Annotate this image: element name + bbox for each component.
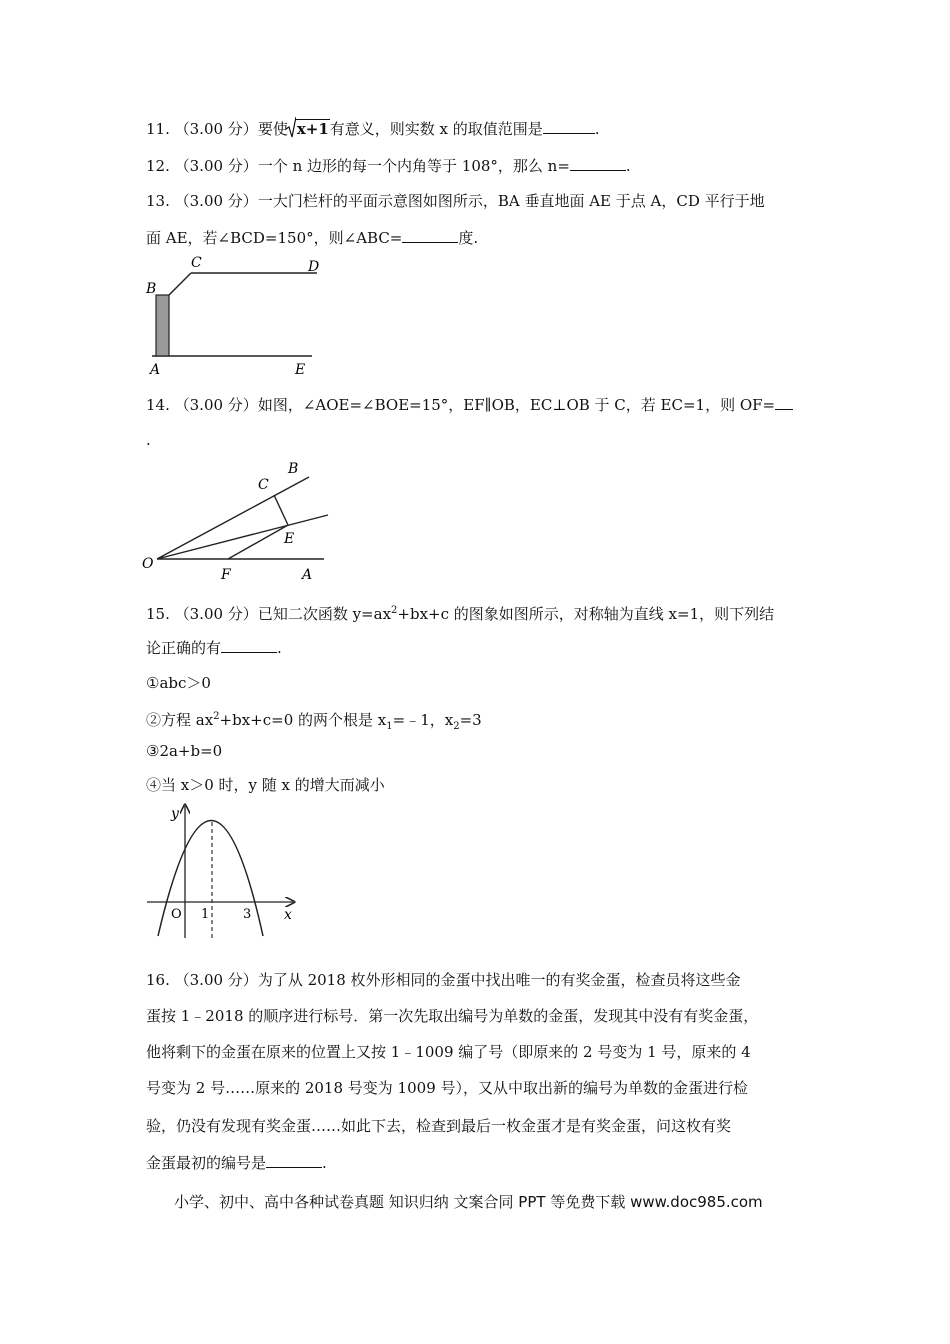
label-three: 3 (243, 907, 252, 922)
subscript: 1 (386, 721, 393, 732)
q15-text-1b: +bx+c 的图象如图所示，对称轴为直线 x=1，则下列结 (397, 605, 775, 623)
q16-end: . (322, 1154, 327, 1172)
question-16-line-2 (146, 1006, 758, 1026)
q13-number: 13. (146, 192, 170, 210)
q14-score: （3.00 分） (174, 396, 258, 414)
label-e: E (295, 362, 306, 378)
q13-text-2: 面 AE，若∠BCD=150°，则∠ABC= (146, 229, 403, 247)
q14-number: 14. (146, 396, 170, 414)
question-13-line-2 (146, 228, 478, 248)
answer-blank (570, 156, 626, 171)
q16-text-4: 号变为 2 号……原来的 2018 号变为 1009 号），又从中取出新的编号为单数的金蛋进行检 (146, 1079, 749, 1097)
label-b: B (288, 461, 299, 477)
q15-number: 15. (146, 605, 170, 623)
gate-bar-figure (140, 252, 340, 382)
superscript: 2 (391, 605, 398, 616)
answer-blank (775, 395, 793, 410)
label-a: A (150, 362, 161, 378)
question-14-end (146, 430, 151, 450)
q12-text: 一个 n 边形的每一个内角等于 108°，那么 n= (257, 157, 570, 175)
segment-ec (274, 495, 288, 525)
question-16-line-6 (146, 1153, 327, 1173)
q11-number: 11. (146, 120, 170, 138)
label-one: 1 (201, 907, 210, 922)
label-a: A (302, 567, 313, 583)
sqrt-expression (288, 119, 330, 139)
q15-option-2 (146, 707, 482, 737)
q12-number: 12. (146, 157, 170, 175)
q11-end: . (594, 120, 600, 138)
segment-ef (228, 525, 288, 559)
parabola-figure (143, 800, 303, 940)
q16-text-3: 他将剩下的金蛋在原来的位置上又按 1﹣1009 编了号（即原来的 2 号变为 1 号，原来的 4 (146, 1043, 751, 1061)
label-origin: O (171, 907, 182, 922)
q15-option-4 (146, 775, 385, 795)
q16-text-1: 为了从 2018 枚外形相同的金蛋中找出唯一的有奖金蛋，检查员将这些金 (257, 971, 741, 989)
answer-blank (543, 119, 595, 134)
q13-end: 度. (458, 229, 479, 247)
q11-text-pre: 要使 (257, 120, 288, 138)
question-13-line-1 (146, 191, 765, 211)
question-16-line-5 (146, 1116, 731, 1136)
label-e: E (284, 531, 295, 547)
radical-sign-icon (286, 116, 296, 138)
q16-score: （3.00 分） (174, 971, 258, 989)
q15-text-1a: 已知二次函数 y=ax (257, 605, 392, 623)
q15-end: . (277, 639, 282, 657)
question-15-line-2 (146, 638, 282, 658)
q12-end: . (625, 157, 631, 175)
segment-bc (169, 273, 191, 295)
question-12 (146, 156, 631, 176)
label-c: C (191, 255, 202, 271)
label-x: x (284, 907, 292, 923)
label-b: B (146, 281, 157, 297)
label-d: D (308, 259, 320, 275)
option-2-text-b: +bx+c=0 的两个根是 x (219, 711, 387, 729)
ray-oe (157, 515, 328, 559)
post-ba (156, 295, 169, 356)
sqrt-radicand: x+1 (296, 120, 329, 138)
page-footer: 小学、初中、高中各种试卷真题 知识归纳 文案合同 PPT 等免费下载 www.doc985.com (174, 1193, 763, 1211)
q11-score: （3.00 分） (174, 120, 258, 138)
answer-blank (221, 638, 277, 653)
angle-figure (138, 455, 343, 585)
subscript: 2 (453, 721, 460, 732)
question-16-line-3 (146, 1042, 751, 1062)
q15-score: （3.00 分） (174, 605, 258, 623)
option-2-text-c: =﹣1，x (392, 711, 454, 729)
label-c: C (258, 477, 269, 493)
question-16-line-4 (146, 1078, 748, 1098)
superscript: 2 (213, 711, 220, 722)
q13-score: （3.00 分） (174, 192, 258, 210)
q16-number: 16. (146, 971, 170, 989)
answer-blank (402, 228, 458, 243)
question-14 (146, 395, 793, 415)
q12-score: （3.00 分） (174, 157, 258, 175)
q14-text: 如图，∠AOE=∠BOE=15°，EF∥OB，EC⊥OB 于 C，若 EC=1，则 OF= (257, 396, 776, 414)
q16-text-6: 金蛋最初的编号是 (146, 1154, 267, 1172)
label-y: y (171, 806, 179, 822)
q16-text-2: 蛋按 1﹣2018 的顺序进行标号．第一次先取出编号为单数的金蛋，发现其中没有有奖金蛋， (146, 1007, 759, 1025)
option-4-text: ④当 x＞0 时，y 随 x 的增大而减小 (146, 776, 385, 794)
label-f: F (221, 567, 231, 583)
question-11 (146, 119, 600, 139)
option-1-text: ①abc＞0 (146, 674, 211, 692)
q16-text-5: 验，仍没有发现有奖金蛋……如此下去，检查到最后一枚金蛋才是有奖金蛋，问这枚有奖 (146, 1117, 732, 1135)
option-2-text-d: =3 (459, 711, 482, 729)
q15-option-3 (146, 741, 222, 761)
q11-text-post: 有意义，则实数 x 的取值范围是 (329, 120, 543, 138)
q15-option-1 (146, 673, 211, 693)
q13-text-1: 一大门栏杆的平面示意图如图所示，BA 垂直地面 AE 于点 A，CD 平行于地 (257, 192, 765, 210)
option-2-text-a: ②方程 ax (146, 711, 214, 729)
question-15-line-1 (146, 601, 774, 624)
label-o: O (142, 556, 154, 572)
q14-end: . (146, 431, 151, 449)
answer-blank (266, 1153, 322, 1168)
option-3-text: ③2a+b=0 (146, 742, 223, 760)
question-16-line-1 (146, 970, 741, 990)
q15-text-2: 论正确的有 (146, 639, 222, 657)
